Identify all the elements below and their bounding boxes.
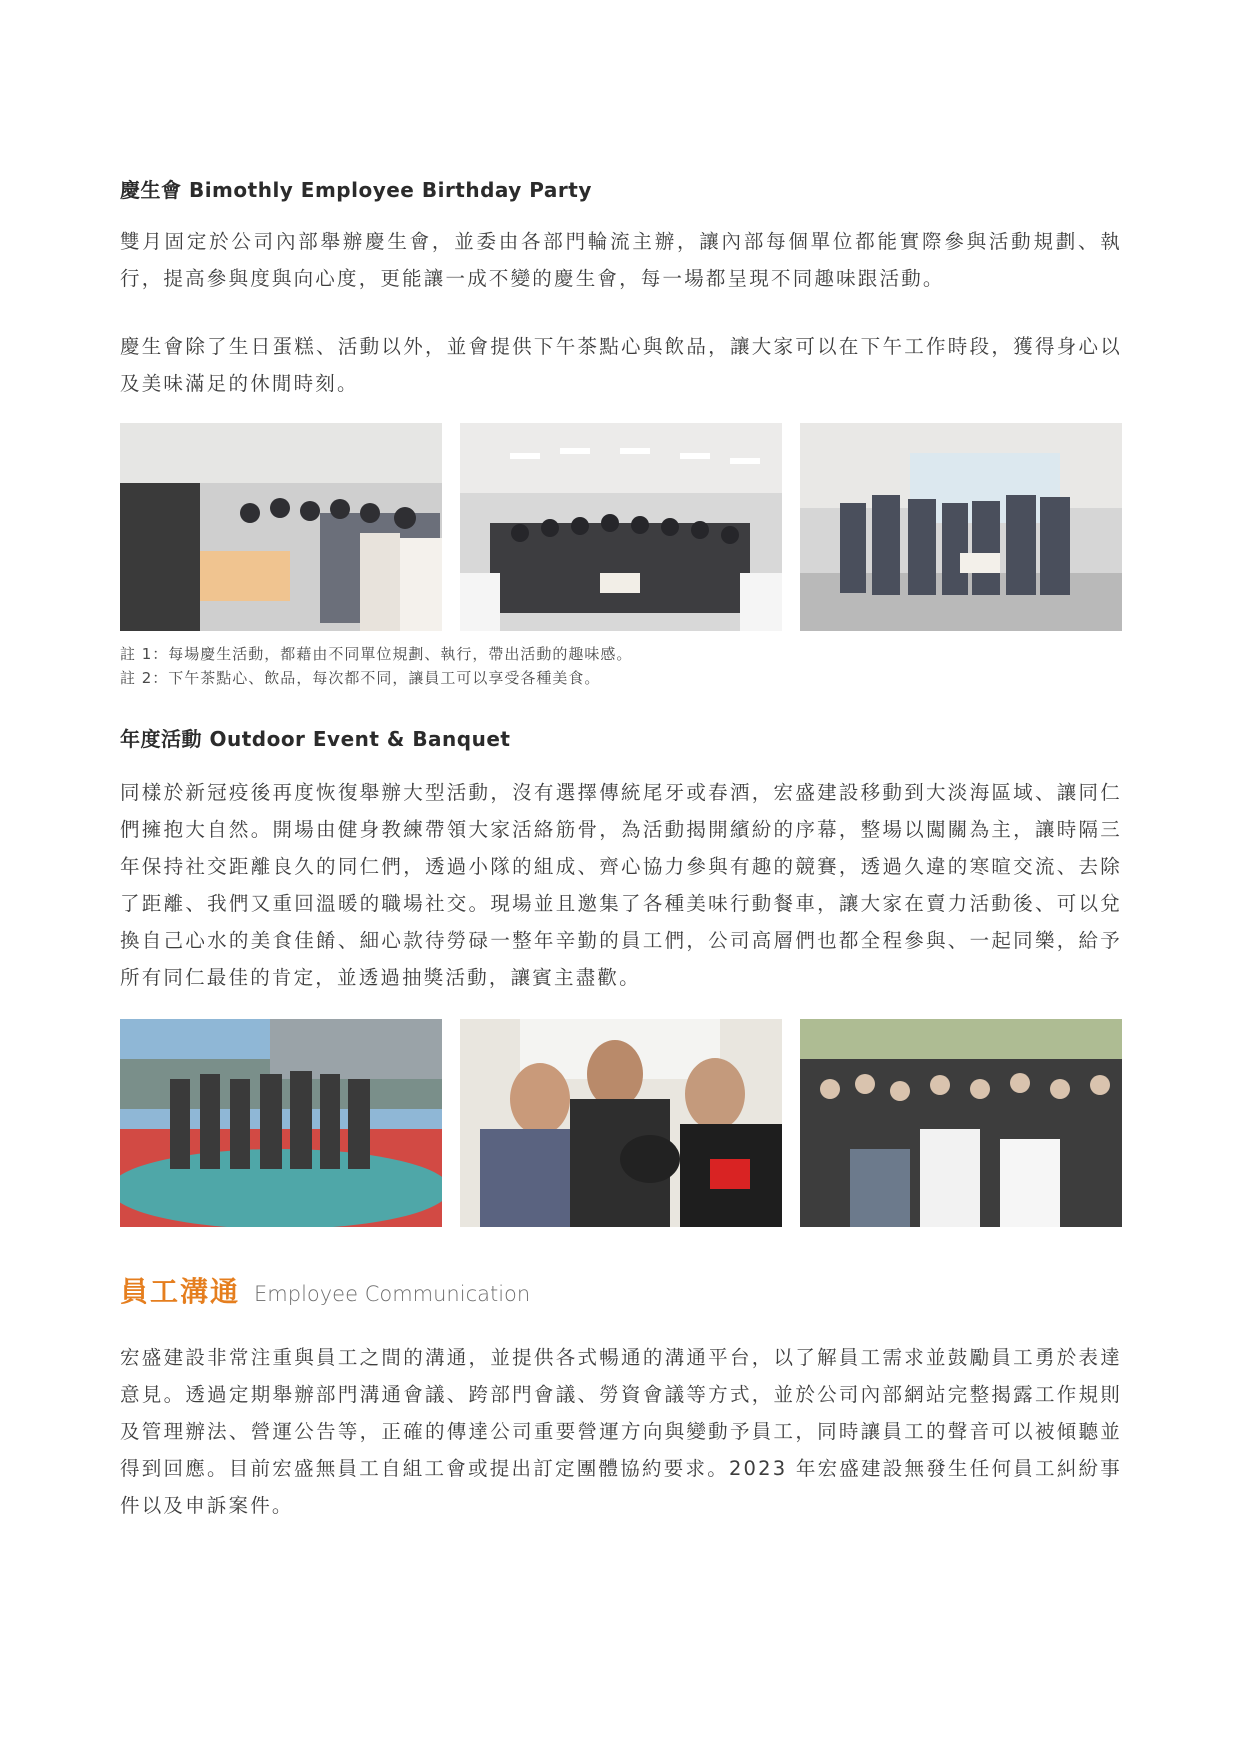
- section-title: [120, 1270, 530, 1310]
- birthday-paragraph-2: 慶生會除了生日蛋糕、活動以外，並會提供下午茶點心與飲品，讓大家可以在下午工作時段，獲得身心以及美味滿足的休閒時刻。: [120, 335, 1122, 395]
- birthday-photo-3: [800, 423, 1122, 631]
- section-title-en: Employee Communication: [254, 1282, 531, 1306]
- outdoor-photo-3: [800, 1019, 1122, 1227]
- outdoor-photo-2: [460, 1019, 782, 1227]
- birthday-heading: 慶生會 Bimothly Employee Birthday Party: [120, 178, 592, 202]
- communication-paragraph: 宏盛建設非常注重與員工之間的溝通，並提供各式暢通的溝通平台，以了解員工需求並鼓勵員工勇於表達意見。透過定期舉辦部門溝通會議、跨部門會議、勞資會議等方式，並於公司內部網站完整揭露工作規則及管理辦法、營運公告等，正確的傳達公司重要營運方向與變動予員工，同時讓員工的聲音可以被傾聽並得到回應。目前宏盛無員工自組工會或提出訂定團體協約要求。2023 年宏盛建設無發生任何員工糾紛事件以及申訴案件。: [120, 1346, 1122, 1517]
- outdoor-paragraph: 同樣於新冠疫後再度恢復舉辦大型活動，沒有選擇傳統尾牙或春酒，宏盛建設移動到大淡海區域、讓同仁們擁抱大自然。開場由健身教練帶領大家活絡筋骨，為活動揭開繽紛的序幕，整場以闖關為主，讓時隔三年保持社交距離良久的同仁們，透過小隊的組成、齊心協力參與有趣的競賽，透過久違的寒暄交流、去除了距離、我們又重回溫暖的職場社交。現場並且邀集了各種美味行動餐車，讓大家在賣力活動後、可以兌換自己心水的美食佳餚、細心款待勞碌一整年辛勤的員工們，公司高層們也都全程參與、一起同樂，給予所有同仁最佳的肯定，並透過抽獎活動，讓賓主盡歡。: [120, 781, 1122, 989]
- section-title-zh: 員工溝通: [120, 1275, 241, 1308]
- birthday-photo-row: [120, 423, 1122, 631]
- birthday-photo-1: [120, 423, 442, 631]
- outdoor-photo-row: [120, 1019, 1122, 1227]
- outdoor-heading: 年度活動 Outdoor Event & Banquet: [120, 727, 511, 751]
- birthday-paragraph-1: 雙月固定於公司內部舉辦慶生會，並委由各部門輪流主辦，讓內部每個單位都能實際參與活動規劃、執行，提高參與度與向心度，更能讓一成不變的慶生會，每一場都呈現不同趣味跟活動。: [120, 230, 1122, 290]
- outdoor-photo-1: [120, 1019, 442, 1227]
- birthday-note-1: 註 1：每場慶生活動，都藉由不同單位規劃、執行，帶出活動的趣味感。: [120, 645, 633, 663]
- birthday-photo-2: [460, 423, 782, 631]
- birthday-notes: [120, 642, 632, 690]
- birthday-note-2: 註 2：下午茶點心、飲品，每次都不同，讓員工可以享受各種美食。: [120, 669, 601, 687]
